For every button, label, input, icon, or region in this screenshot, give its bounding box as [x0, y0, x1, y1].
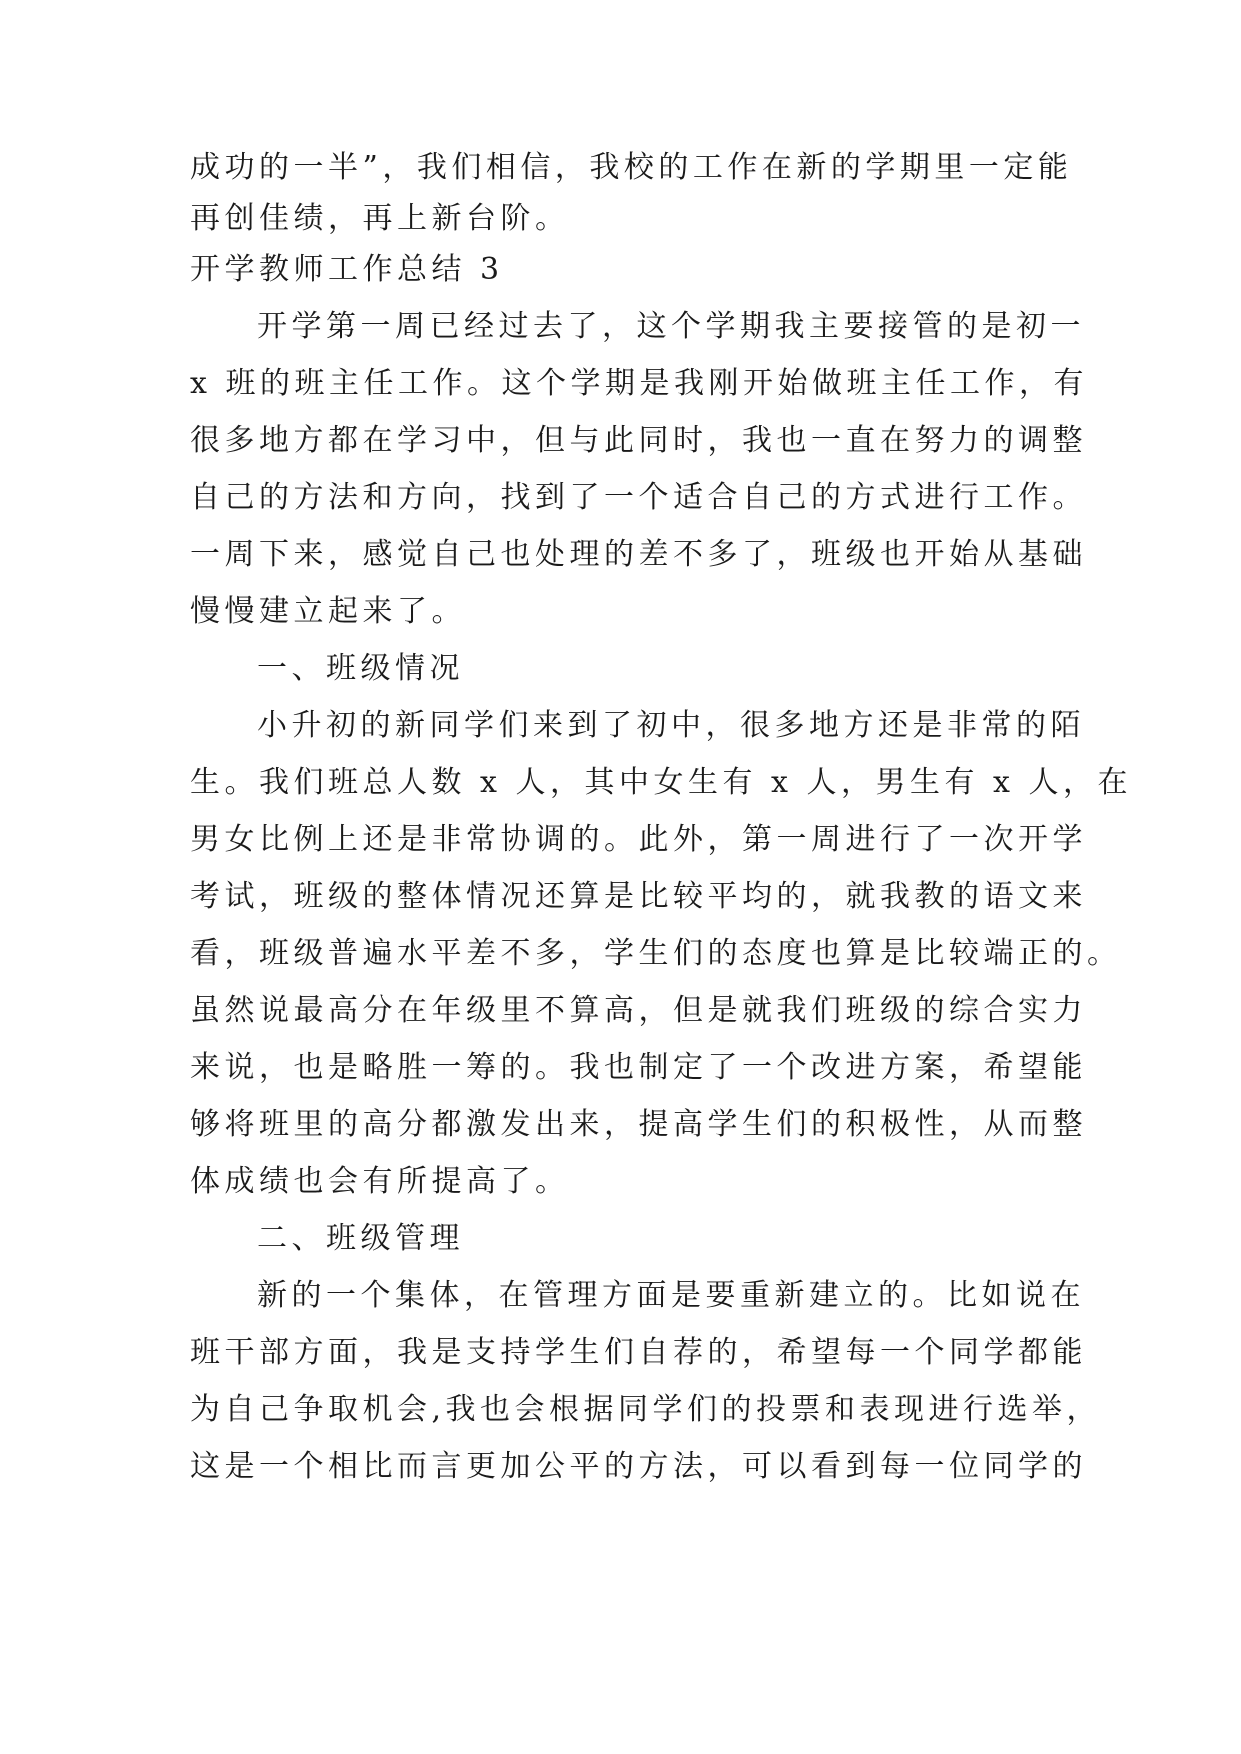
- body-line: 成功的一半”，我们相信，我校的工作在新的学期里一定能: [190, 150, 1073, 185]
- body-line: 一周下来，感觉自己也处理的差不多了，班级也开始从基础: [190, 537, 1087, 572]
- body-line: 生。我们班总人数 x 人，其中女生有 x 人，男生有 x 人，在: [190, 765, 1132, 800]
- body-line: 这是一个相比而言更加公平的方法，可以看到每一位同学的: [190, 1449, 1087, 1484]
- subheading: 二、班级管理: [257, 1221, 464, 1256]
- paragraph-first-line: 小升初的新同学们来到了初中，很多地方还是非常的陌: [257, 708, 1085, 743]
- body-line: 看，班级普遍水平差不多，学生们的态度也算是比较端正的。: [190, 936, 1122, 971]
- body-line: 考试，班级的整体情况还算是比较平均的，就我教的语文来: [190, 879, 1087, 914]
- body-line: 慢慢建立起来了。: [190, 594, 466, 629]
- body-line: 体成绩也会有所提高了。: [190, 1164, 570, 1199]
- body-line: 为自己争取机会,我也会根据同学们的投票和表现进行选举，: [190, 1392, 1102, 1427]
- paragraph-first-line: 新的一个集体，在管理方面是要重新建立的。比如说在: [257, 1278, 1085, 1313]
- body-line: 来说，也是略胜一筹的。我也制定了一个改进方案，希望能: [190, 1050, 1087, 1085]
- body-line: 虽然说最高分在年级里不算高，但是就我们班级的综合实力: [190, 993, 1087, 1028]
- body-line: x 班的班主任工作。这个学期是我刚开始做班主任工作，有: [190, 366, 1088, 401]
- body-line: 够将班里的高分都激发出来，提高学生们的积极性，从而整: [190, 1107, 1087, 1142]
- body-line: 再创佳绩，再上新台阶。: [190, 201, 570, 236]
- section-title: 开学教师工作总结 3: [190, 252, 504, 287]
- body-line: 很多地方都在学习中，但与此同时，我也一直在努力的调整: [190, 423, 1087, 458]
- body-line: 自己的方法和方向，找到了一个适合自己的方式进行工作。: [190, 480, 1087, 515]
- subheading: 一、班级情况: [257, 651, 464, 686]
- body-line: 男女比例上还是非常协调的。此外，第一周进行了一次开学: [190, 822, 1087, 857]
- paragraph-first-line: 开学第一周已经过去了，这个学期我主要接管的是初一: [257, 309, 1085, 344]
- body-line: 班干部方面，我是支持学生们自荐的，希望每一个同学都能: [190, 1335, 1087, 1370]
